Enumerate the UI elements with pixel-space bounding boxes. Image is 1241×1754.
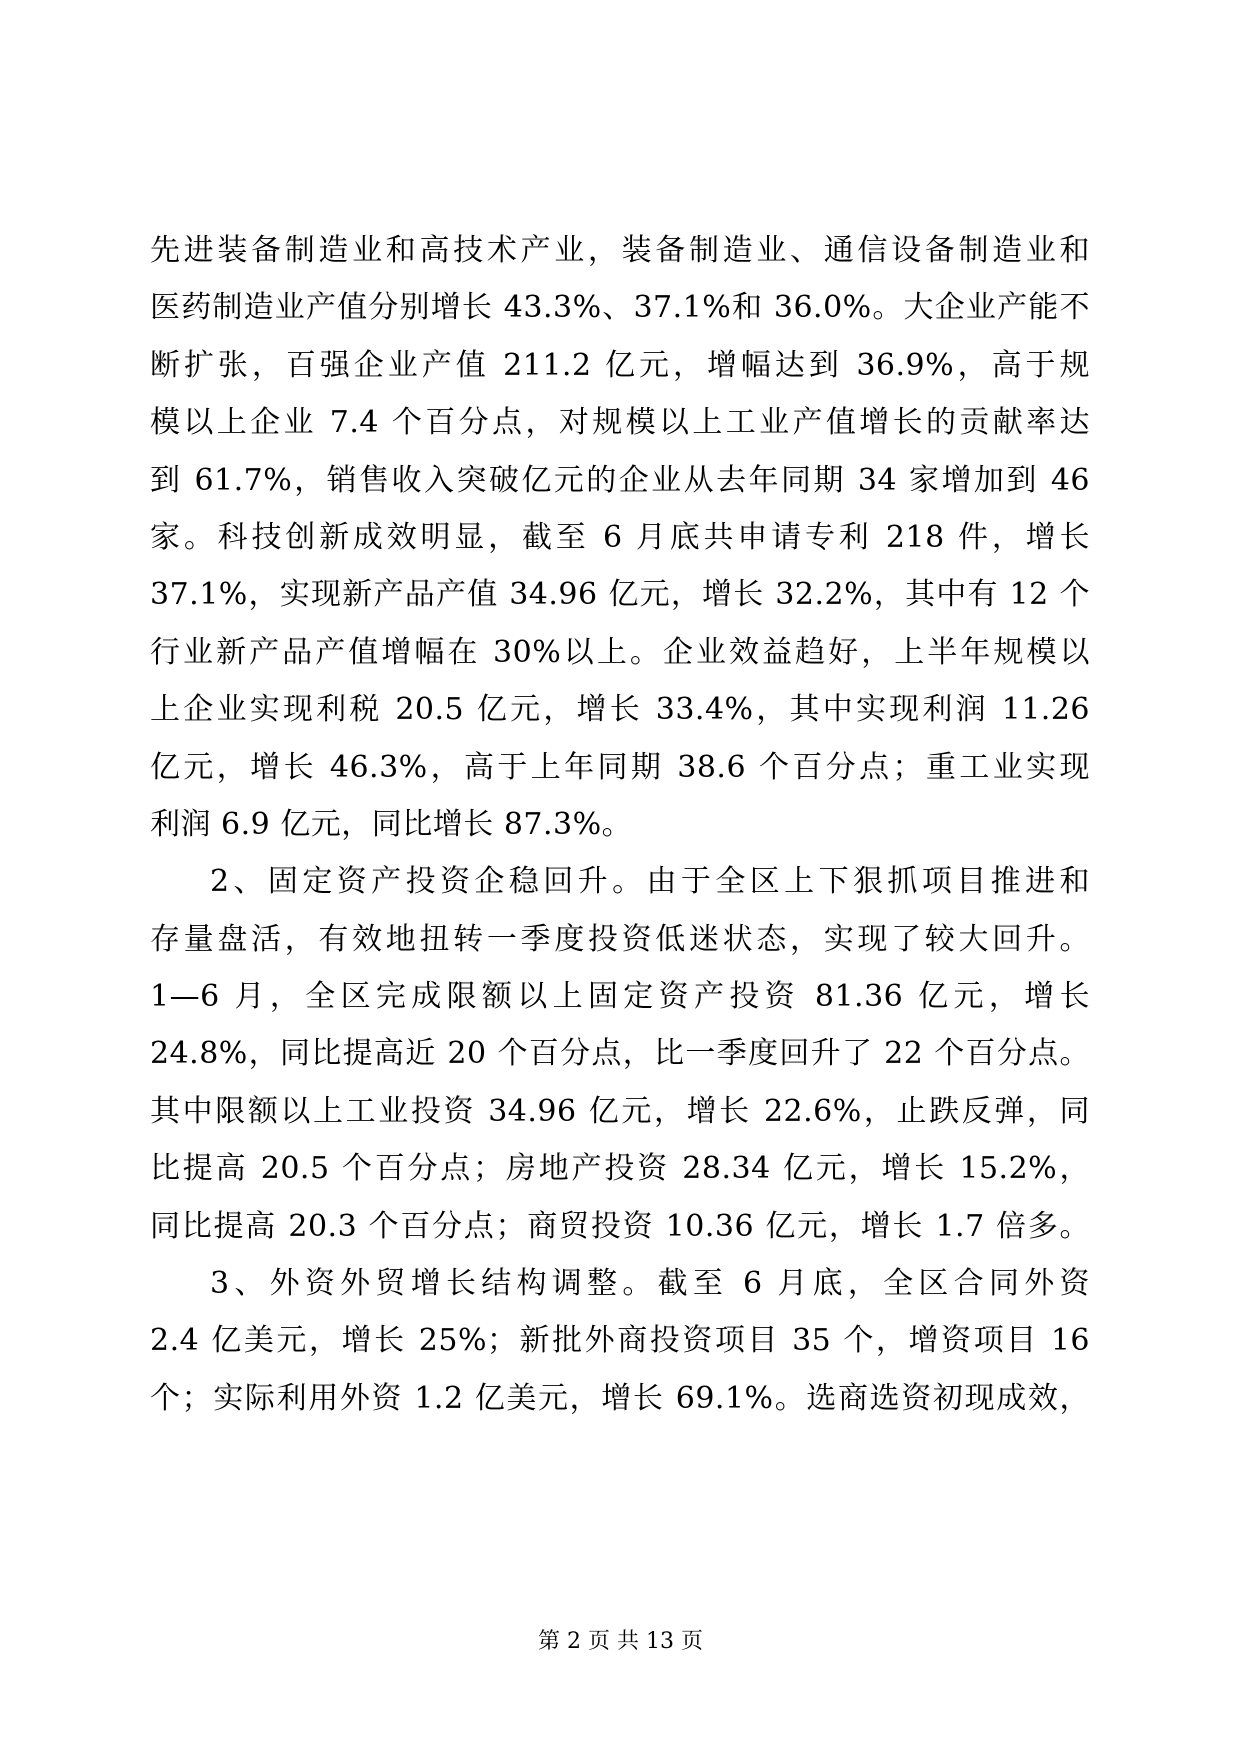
text-line: 利润 6.9 亿元，同比增长 87.3%。 bbox=[150, 806, 633, 842]
text-line: 医药制造业产值分别增长 43.3%、37.1%和 36.0%。大企业产能不 bbox=[150, 290, 1090, 326]
text-line: 37.1%，实现新产品产值 34.96 亿元，增长 32.2%，其中有 12 个 bbox=[150, 577, 1090, 613]
document-body bbox=[150, 222, 1090, 1427]
text-line: 上企业实现利税 20.5 亿元，增长 33.4%，其中实现利润 11.26 bbox=[150, 692, 1090, 728]
text-line: 存量盘活，有效地扭转一季度投资低迷状态，实现了较大回升。 bbox=[150, 921, 1090, 957]
paragraph-first-line: 2、固定资产投资企稳回升。由于全区上下狠抓项目推进和 bbox=[210, 864, 1090, 900]
paragraph-first-line: 3、外资外贸增长结构调整。截至 6 月底，全区合同外资 bbox=[210, 1266, 1090, 1302]
text-line: 其中限额以上工业投资 34.96 亿元，增长 22.6%，止跌反弹，同 bbox=[150, 1093, 1090, 1129]
text-line: 2.4 亿美元，增长 25%；新批外商投资项目 35 个，增资项目 16 bbox=[150, 1323, 1090, 1359]
text-line: 24.8%，同比提高近 20 个百分点，比一季度回升了 22 个百分点。 bbox=[150, 1036, 1090, 1072]
text-line: 行业新产品产值增幅在 30%以上。企业效益趋好，上半年规模以 bbox=[150, 634, 1090, 670]
text-line: 模以上企业 7.4 个百分点，对规模以上工业产值增长的贡献率达 bbox=[150, 405, 1090, 441]
text-line: 到 61.7%，销售收入突破亿元的企业从去年同期 34 家增加到 46 bbox=[150, 462, 1090, 498]
text-line: 家。科技创新成效明显，截至 6 月底共申请专利 218 件，增长 bbox=[150, 519, 1090, 555]
text-line: 亿元，增长 46.3%，高于上年同期 38.6 个百分点；重工业实现 bbox=[150, 749, 1090, 785]
text-line: 1—6 月，全区完成限额以上固定资产投资 81.36 亿元，增长 bbox=[150, 979, 1090, 1015]
page-number-footer: 第 2 页 共 13 页 bbox=[538, 1629, 703, 1654]
text-line: 个；实际利用外资 1.2 亿美元，增长 69.1%。选商选资初现成效， bbox=[150, 1380, 1090, 1416]
text-line: 断扩张，百强企业产值 211.2 亿元，增幅达到 36.9%，高于规 bbox=[150, 347, 1090, 383]
text-line: 同比提高 20.3 个百分点；商贸投资 10.36 亿元，增长 1.7 倍多。 bbox=[150, 1208, 1090, 1244]
text-line: 先进装备制造业和高技术产业，装备制造业、通信设备制造业和 bbox=[150, 233, 1090, 268]
text-line: 比提高 20.5 个百分点；房地产投资 28.34 亿元，增长 15.2%， bbox=[150, 1151, 1090, 1187]
